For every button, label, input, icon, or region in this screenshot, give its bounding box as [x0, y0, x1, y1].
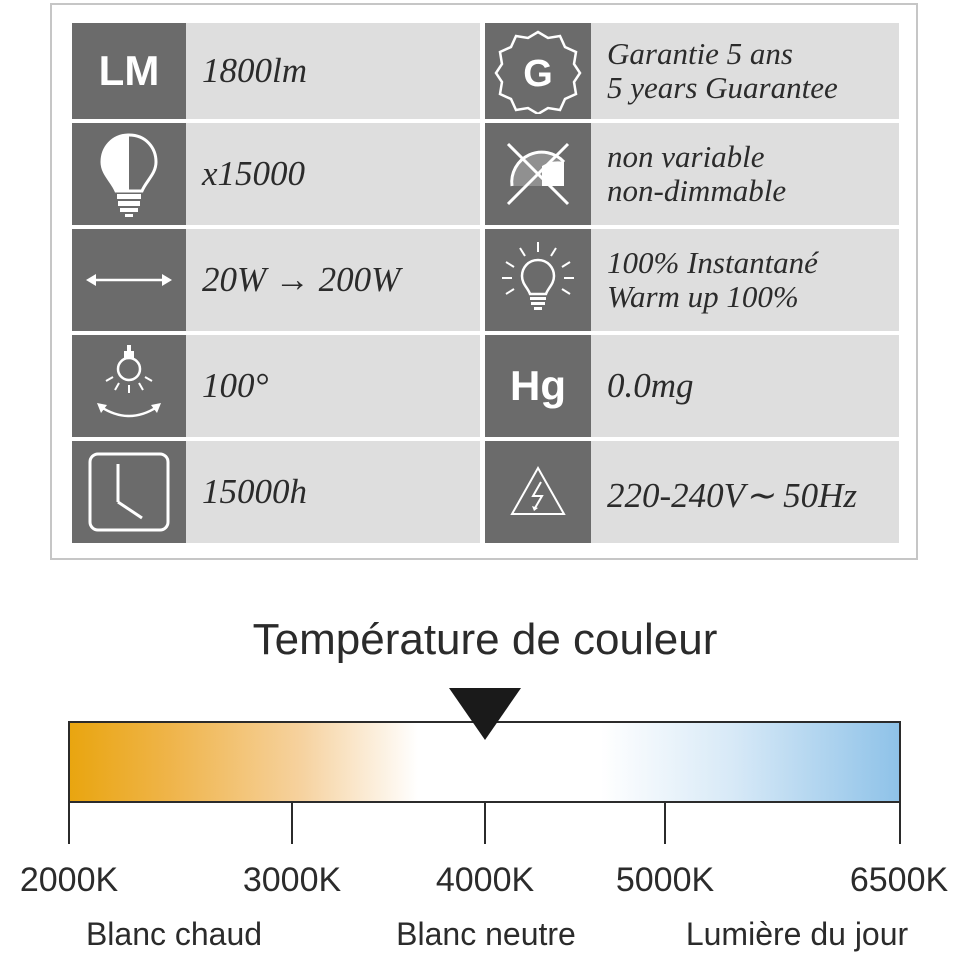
spec-warmup: [485, 229, 899, 331]
bulb-icon: [72, 123, 186, 225]
specs-panel: [50, 3, 918, 560]
no-dimmer-icon: [485, 123, 591, 225]
cycles-value: x15000: [202, 154, 306, 193]
color-temp-title: Température de couleur: [252, 615, 718, 664]
wattage-value: 20W → 200W: [202, 260, 401, 299]
spec-lumens: [72, 23, 480, 119]
spec-voltage: [485, 441, 899, 543]
warmup-line2: Warm up 100%: [607, 279, 799, 314]
beam-angle-icon: [72, 335, 186, 437]
color-temp-scale: [0, 680, 970, 850]
mercury-icon: [485, 335, 591, 437]
guarantee-line1: Garantie 5 ans: [607, 36, 793, 71]
spec-angle: [72, 335, 480, 437]
warmup-line1: 100% Instantané: [607, 245, 818, 280]
spec-guarantee: [485, 23, 899, 119]
double-arrow-icon: [72, 229, 186, 331]
clock-icon: [72, 441, 186, 543]
lumens-icon-label: LM: [98, 47, 160, 94]
dimming-line2: non-dimmable: [607, 173, 787, 208]
spec-dimming: [485, 123, 899, 225]
spec-lifetime: [72, 441, 480, 543]
tick-label-3000k: 3000K: [242, 861, 342, 899]
mercury-icon-label: Hg: [510, 362, 566, 409]
dimming-line1: non variable: [607, 139, 765, 174]
zone-daylight: Lumière du jour: [685, 916, 909, 952]
spec-mercury: [485, 335, 899, 437]
tick-label-2000k: 2000K: [19, 861, 119, 899]
high-voltage-warning-icon: [485, 441, 591, 543]
guarantee-line2: 5 years Guarantee: [607, 70, 838, 105]
lumens-icon: [72, 23, 186, 119]
angle-value: 100°: [202, 366, 269, 405]
guarantee-badge-icon: [485, 23, 591, 119]
mercury-value: 0.0mg: [607, 366, 694, 405]
voltage-value: 220-240V∼ 50Hz: [607, 476, 858, 515]
tick-label-5000k: 5000K: [615, 861, 715, 899]
spec-cycles: [72, 123, 480, 225]
tick-label-6500k: 6500K: [849, 861, 949, 899]
lifetime-value: 15000h: [202, 472, 307, 511]
spec-wattage: [72, 229, 480, 331]
zone-neutral-white: Blanc neutre: [396, 916, 576, 952]
zone-warm-white: Blanc chaud: [85, 916, 263, 952]
lumens-value: 1800lm: [202, 51, 307, 90]
tick-label-4000k: 4000K: [435, 861, 535, 899]
guarantee-badge-letter: G: [523, 53, 553, 95]
instant-bulb-icon: [485, 229, 591, 331]
